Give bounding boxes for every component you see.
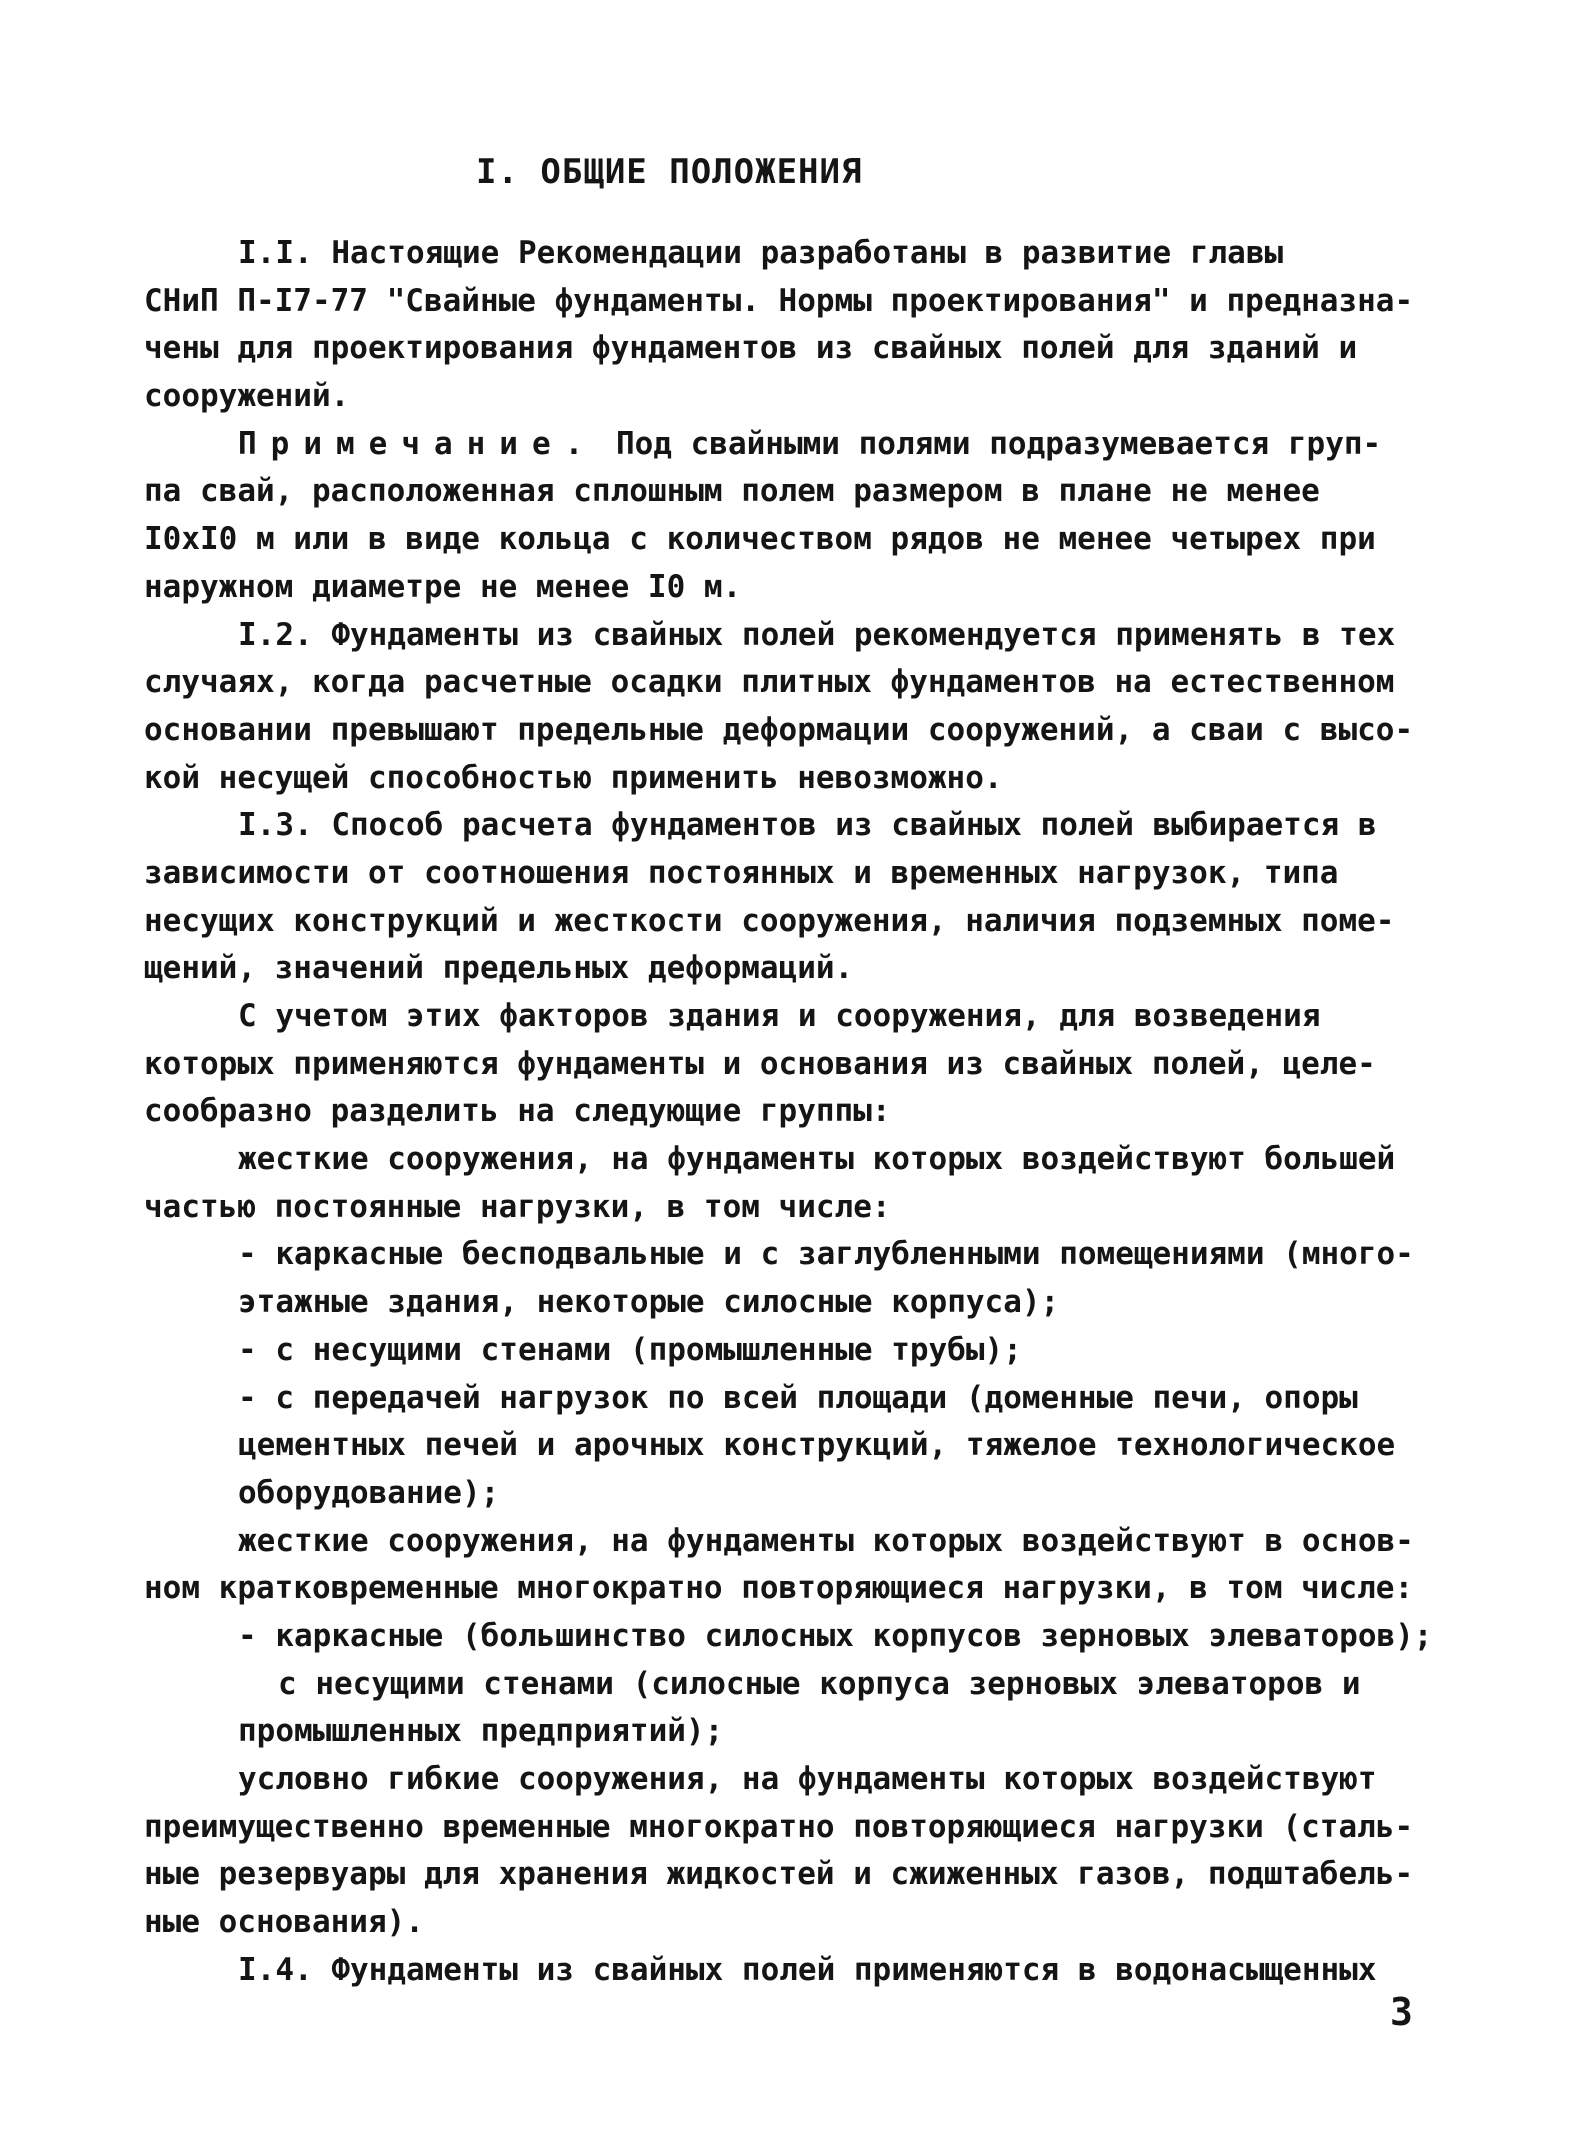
text-line: ные резервуары для хранения жидкостей и сжиженных газов, подштабель- [144, 1856, 1414, 1893]
text-line: жесткие сооружения, на фундаменты которых воздействуют большей [238, 1141, 1396, 1178]
text-line: I.4. Фундаменты из свайных полей применяются в водонасыщенных [238, 1951, 1377, 1988]
text-line: I.3. Способ расчета фундаментов из свайных полей выбирается в [238, 807, 1377, 844]
list-item-continuation: оборудование); [238, 1474, 500, 1511]
text-line: СНиП П-I7-77 "Свайные фундаменты. Нормы проектирования" и предназна- [144, 282, 1414, 319]
text-line: I.I. Настоящие Рекомендации разработаны в развитие главы [238, 235, 1284, 271]
list-item: - каркасные бесподвальные и с заглубленными помещениями (много- [238, 1236, 1414, 1273]
text-line: кой несущей способностью применить невозможно. [144, 759, 1003, 796]
list-item: - с несущими стенами (промышленные трубы); [238, 1331, 1022, 1368]
page-number: 3 [1390, 1990, 1413, 2034]
text-line: основании превышают предельные деформации сооружений, а сваи с высо- [144, 711, 1414, 748]
section-heading: I. ОБЩИЕ ПОЛОЖЕНИЯ [476, 152, 863, 192]
text-line: условно гибкие сооружения, на фундаменты которых воздействуют [238, 1761, 1377, 1797]
document-body [144, 230, 1454, 1994]
text-line: па свай, расположенная сплошным полем размером в плане не менее [144, 473, 1320, 510]
list-item: - каркасные (большинство силосных корпусов зерновых элеваторов); [238, 1617, 1433, 1654]
list-item-continuation: промышленных предприятий); [238, 1713, 724, 1750]
text-line: щений, значений предельных деформаций. [144, 950, 854, 987]
list-item-continuation: этажные здания, некоторые силосные корпуса); [238, 1284, 1060, 1321]
text-line: жесткие сооружения, на фундаменты которых воздействуют в основ- [238, 1522, 1414, 1559]
text-line: Под свайными полями подразумевается груп- [615, 425, 1382, 462]
list-item: - с передачей нагрузок по всей площади (доменные печи, опоры [238, 1379, 1358, 1416]
text-line: которых применяются фундаменты и основания из свайных полей, целе- [144, 1045, 1376, 1082]
list-item-continuation: цементных печей и арочных конструкций, тяжелое технологическое [238, 1427, 1396, 1464]
text-line: ные основания). [144, 1904, 424, 1941]
text-line: наружном диаметре не менее I0 м. [144, 568, 742, 605]
note-label: Примечание. [238, 425, 598, 462]
text-line: случаях, когда расчетные осадки плитных фундаментов на естественном [144, 664, 1395, 701]
text-line: I0хI0 м или в виде кольца с количеством рядов не менее четырех при [144, 521, 1376, 558]
text-line: сообразно разделить на следующие группы: [144, 1093, 891, 1130]
text-line: сооружений. [144, 378, 350, 415]
text-line: С учетом этих факторов здания и сооружения, для возведения [238, 998, 1321, 1034]
text-line: зависимости от соотношения постоянных и временных нагрузок, типа [144, 854, 1339, 891]
list-item: с несущими стенами (силосные корпуса зерновых элеваторов и [278, 1665, 1361, 1702]
text-line: частью постоянные нагрузки, в том числе: [144, 1188, 891, 1225]
text-line: несущих конструкций и жесткости сооружения, наличия подземных поме- [144, 902, 1395, 939]
text-line: чены для проектирования фундаментов из свайных полей для зданий и [144, 330, 1358, 367]
text-line: преимущественно временные многократно повторяющиеся нагрузки (сталь- [144, 1808, 1414, 1845]
note-line [144, 421, 1454, 469]
text-line: ном кратковременные многократно повторяющиеся нагрузки, в том числе: [144, 1570, 1414, 1607]
text-line: I.2. Фундаменты из свайных полей рекомендуется применять в тех [238, 616, 1396, 653]
